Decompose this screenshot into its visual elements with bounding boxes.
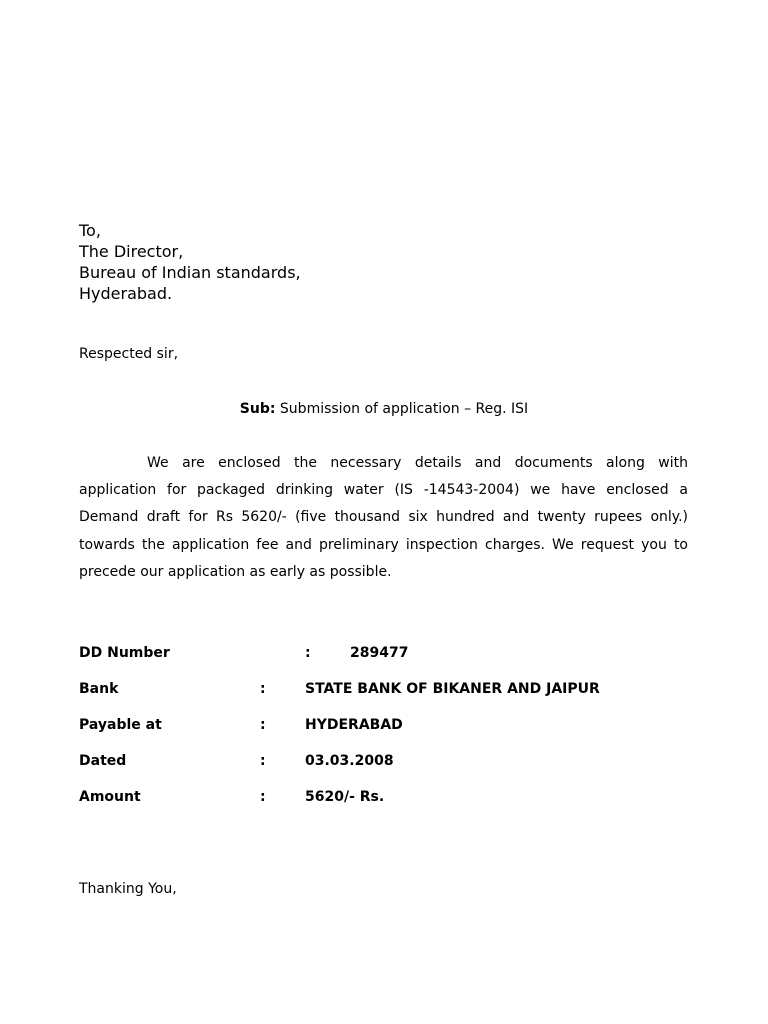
address-line-title: The Director,: [79, 242, 184, 261]
detail-label: Bank: [79, 681, 119, 697]
subject-line: [0, 400, 768, 418]
detail-label: Amount: [79, 789, 141, 805]
detail-label: Dated: [79, 753, 127, 769]
detail-value: 03.03.2008: [305, 753, 394, 769]
detail-row-bank: [79, 680, 699, 716]
detail-value: 5620/- Rs.: [305, 789, 385, 805]
detail-label: DD Number: [79, 645, 170, 661]
draft-details: [79, 644, 699, 824]
detail-value: HYDERABAD: [305, 717, 403, 733]
closing-line: Thanking You,: [79, 881, 177, 897]
detail-row-amount: [79, 788, 699, 824]
subject-text: Submission of application – Reg. ISI: [279, 401, 529, 417]
detail-colon: :: [260, 681, 266, 697]
letter-body: We are enclosed the necessary details and documents along with application for packaged drinking water (IS -14543-2004) we have enclosed a Demand draft for Rs 5620/- (five thousand six hundred and twenty rupees only.) towards the application fee and preliminary inspection charges. We request you to precede our application as early as possible.: [79, 455, 688, 580]
detail-row-dated: [79, 752, 699, 788]
address-line-to: To,: [79, 221, 101, 240]
detail-row-payable-at: [79, 716, 699, 752]
salutation: Respected sir,: [79, 346, 179, 362]
address-line-organization: Bureau of Indian standards,: [79, 263, 301, 282]
address-line-city: Hyderabad.: [79, 284, 173, 303]
detail-value: 289477: [350, 645, 409, 661]
subject-label: Sub:: [239, 401, 276, 417]
recipient-address: [79, 220, 301, 304]
detail-value: STATE BANK OF BIKANER AND JAIPUR: [305, 681, 600, 697]
detail-colon: :: [260, 717, 266, 733]
detail-colon: :: [305, 645, 311, 661]
detail-colon: :: [260, 753, 266, 769]
detail-label: Payable at: [79, 717, 162, 733]
detail-row-dd-number: [79, 644, 699, 680]
detail-colon: :: [260, 789, 266, 805]
